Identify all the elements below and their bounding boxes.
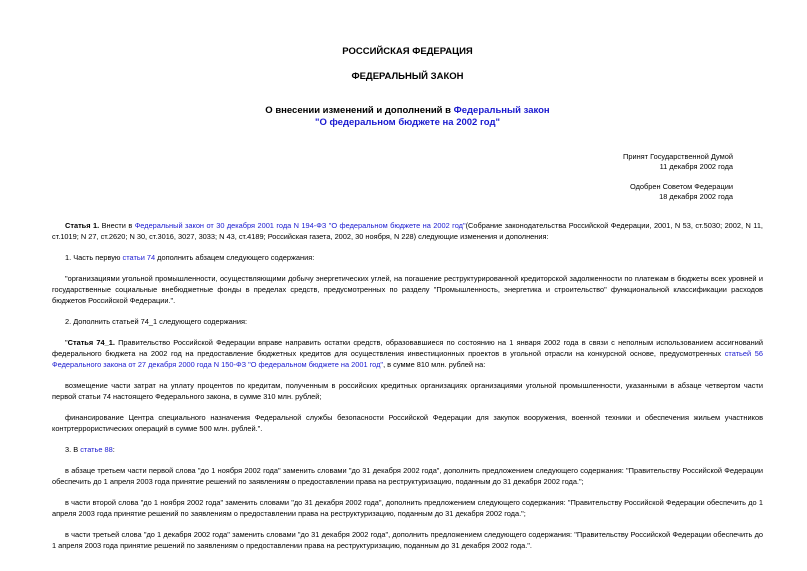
law-194-link[interactable]: Федеральный закон от 30 декабря 2001 года N 194-ФЗ "О федеральном бюджете на 2002 год" (134, 221, 466, 230)
country-heading: РОССИЙСКАЯ ФЕДЕРАЦИЯ (342, 46, 473, 57)
article-56-link[interactable]: статьей 56 Федерального закона от 27 декабря 2000 года N 150-ФЗ "О федеральном бюджете на 2001 год" (52, 349, 763, 369)
duma-adoption-line1: Принят Государственной Думой (623, 152, 733, 161)
item-3-pre: 3. В (65, 445, 81, 454)
law-title-line2[interactable]: "О федеральном бюджете на 2002 год" (314, 117, 501, 128)
council-approval (52, 182, 763, 202)
compensation-paragraph: возмещение части затрат на уплату процентов по кредитам, полученным в российских кредитных организациях организациями угольной промышленности, указанными в абзаце четвертом части первой статьи 74 настоящего Федерального закона, в сумме 310 млн. рублей; (52, 381, 763, 401)
article-74-1-paragraph (52, 337, 763, 370)
article-1-label: Статья 1. (65, 221, 100, 230)
article-74-1-text: Правительство Российской Федерации вправе направить остатки средств, образовавшиеся по состоянию на 1 января 2002 года в связи с неполным использованием ассигнований федерального бюджета на 2002 год на предоставление бюджетных кредитов для осуществления инвестиционных проектов в угольной отрасли на конкурсной основе, предусмотренных (52, 338, 763, 358)
article-1-pre: Внести в (99, 221, 135, 230)
item-3-post: : (112, 445, 115, 454)
item-1-paragraph (52, 252, 763, 263)
duma-adoption (52, 152, 763, 172)
article-74-1-post: , в сумме 810 млн. рублей на: (383, 360, 486, 369)
article-74-link[interactable]: статьи 74 (122, 253, 156, 262)
item-3-paragraph (52, 444, 763, 455)
amendment-part-3-paragraph: в части третьей слова "до 1 декабря 2002 года" заменить словами "до 31 декабря 2002 года", дополнить предложением следующего содержания: "Правительству Российской Федерации обеспечить до 1 апреля 2003 года принятие решений по заявлениям о предоставлении права на реструктуризацию, поданным до 31 декабря 2002 года.". (52, 530, 763, 550)
law-title (52, 105, 763, 129)
duma-adoption-date: 11 декабря 2002 года (659, 162, 733, 171)
financing-paragraph: финансирование Центра специального назначения Федеральной службы безопасности Российской Федерации для закупок вооружения, военной техники и обеспечения жильем участников контртеррористических операций в сумме 500 млн. рублей.". (52, 413, 763, 433)
article-74-1-label: Статья 74_1. (67, 338, 115, 347)
amendment-part-2-paragraph: в части второй слова "до 1 ноября 2002 года" заменить словами "до 31 декабря 2002 года", дополнить предложением следующего содержания: "Правительству Российской Федерации обеспечить до 1 апреля 2003 года принятие решений по заявлениям о предоставлении права на реструктуризацию, поданным до 31 декабря 2002 года."; (52, 498, 763, 518)
amendment-part-1-paragraph: в абзаце третьем части первой слова "до 1 ноября 2002 года" заменить словами "до 31 декабря 2002 года", дополнить предложением следующего содержания: "Правительству Российской Федерации обеспечить до 1 апреля 2003 года принятие решений по заявлениям о предоставлении права на реструктуризацию, поданным до 31 декабря 2002 года."; (52, 466, 763, 486)
law-title-prefix: О внесении изменений и дополнений в (265, 105, 454, 116)
article-88-link[interactable]: статье 88 (80, 445, 113, 454)
federal-law-link[interactable]: Федеральный закон (453, 105, 550, 116)
article-1-paragraph (52, 220, 763, 242)
quote-1-paragraph: "организациями угольной промышленности, осуществляющими добычу энергетических углей, на погашение реструктурированной кредиторской задолженности по платежам в бюджеты всех уровней и государственные социальные внебюджетные фонды в пределах средств, предусмотренных по разделу "Промышленность, энергетика и строительство" функциональной классификации расходов бюджетов Российской Федерации.". (52, 274, 763, 305)
article-1-post: (Собрание законодательства Российской Федерации, 2001, N 53, ст.5030; 2002, N 11, ст.1019; N 27, ст.2620; N 30, ст.3016, 3027, 3033; N 43, ст.4189; Российская газета, 2002, 30 ноября, N 228) следующие изменения и дополнения: (52, 221, 763, 241)
council-approval-date: 18 декабря 2002 года (659, 192, 733, 201)
item-2-paragraph: 2. Дополнить статьей 74_1 следующего содержания: (65, 317, 248, 326)
item-1-post: дополнить абзацем следующего содержания: (155, 253, 315, 262)
item-1-pre: 1. Часть первую (65, 253, 123, 262)
council-approval-line1: Одобрен Советом Федерации (630, 182, 733, 191)
doc-type-heading: ФЕДЕРАЛЬНЫЙ ЗАКОН (351, 71, 464, 82)
article-74-1-quote: " (65, 338, 68, 347)
